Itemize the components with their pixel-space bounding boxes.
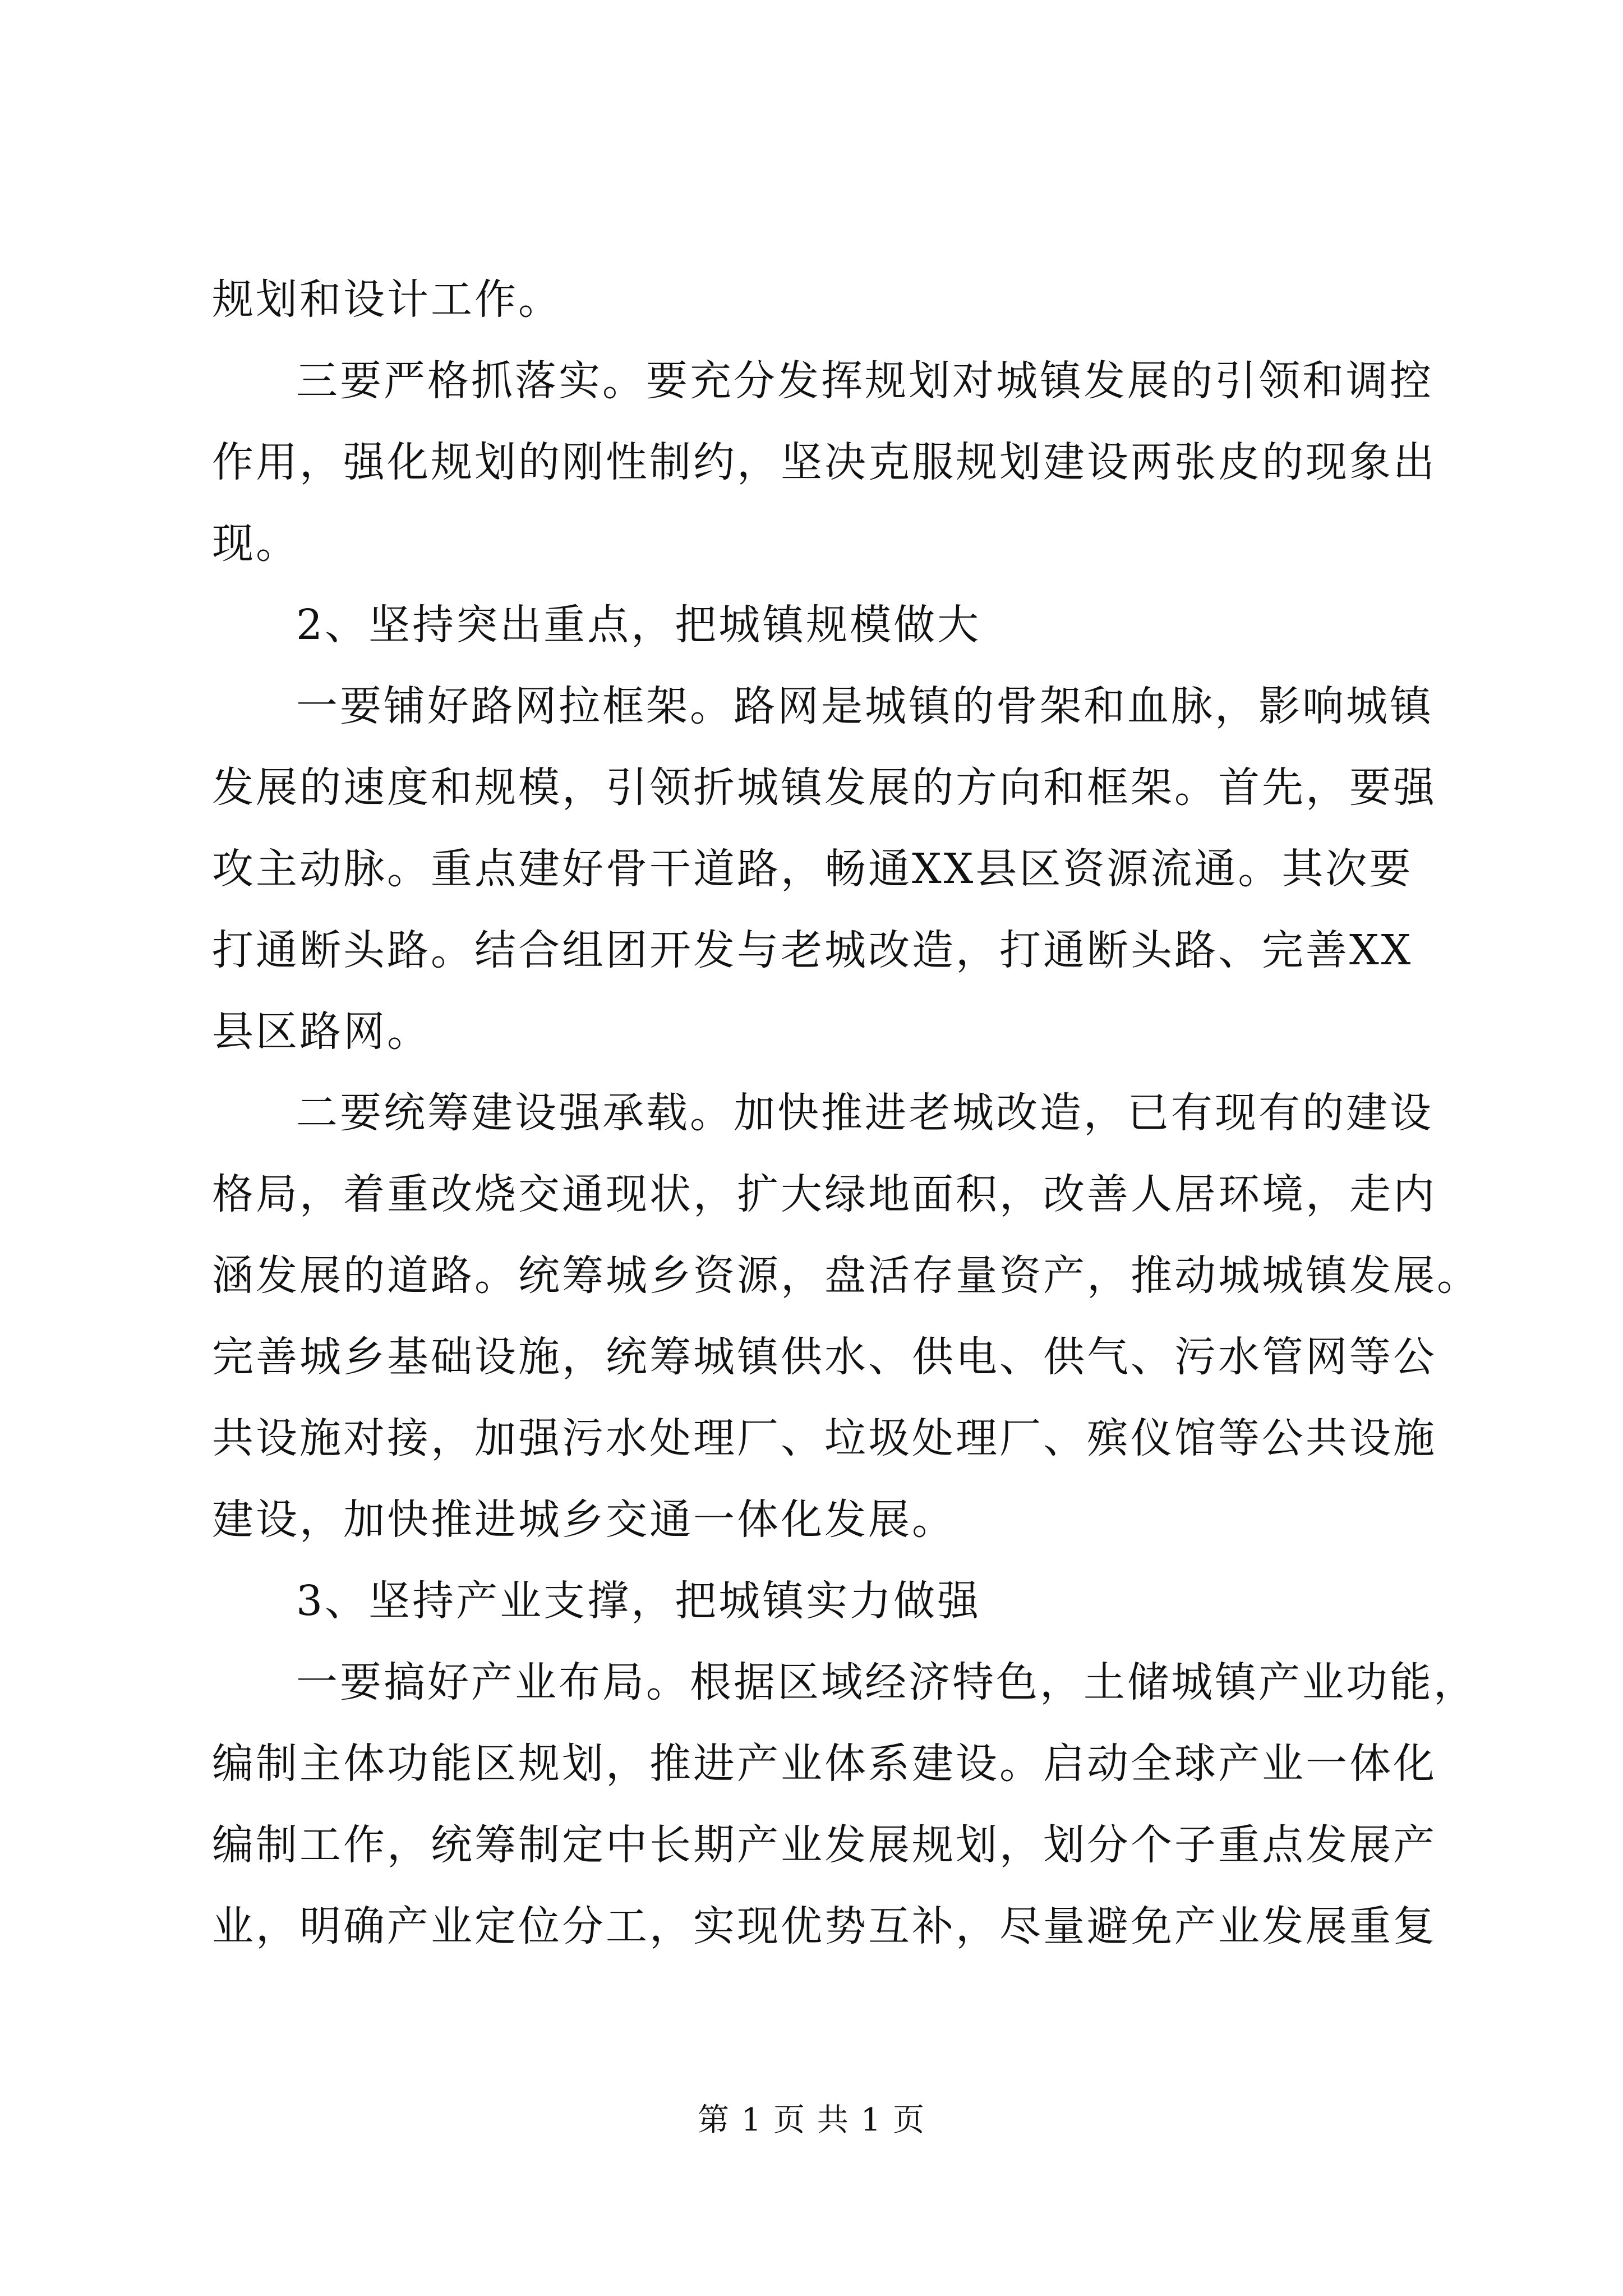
text-line: 完善城乡基础设施，统筹城镇供水、供电、供气、污水管网等公 <box>212 1333 1437 1381</box>
text-line: 2、坚持突出重点，把城镇规模做大 <box>296 601 981 649</box>
text-line: 业，明确产业定位分工，实现优势互补，尽量避免产业发展重复 <box>212 1902 1437 1950</box>
text-line: 作用，强化规划的刚性制约，坚决克服规划建设两张皮的现象出 <box>212 438 1437 486</box>
text-line: 发展的速度和规模，引领折城镇发展的方向和框架。首先，要强 <box>212 763 1437 812</box>
text-line: 县区路网。 <box>212 1007 431 1056</box>
text-line: 格局，着重改烧交通现状，扩大绿地面积，改善人居环境，走内 <box>212 1170 1437 1218</box>
text-line: 打通断头路。结合组团开发与老城改造，打通断头路、完善XX <box>212 926 1413 974</box>
text-line: 二要统筹建设强承载。加快推进老城改造，已有现有的建设 <box>296 1089 1433 1137</box>
text-line: 一要搞好产业布局。根据区域经济特色，土储城镇产业功能， <box>296 1658 1477 1706</box>
text-line: 编制工作，统筹制定中长期产业发展规划，划分个子重点发展产 <box>212 1821 1437 1869</box>
text-line: 建设，加快推进城乡交通一体化发展。 <box>212 1496 956 1544</box>
text-line: 现。 <box>212 519 299 568</box>
text-line: 3、坚持产业支撑，把城镇实力做强 <box>296 1577 981 1625</box>
text-line: 一要铺好路网拉框架。路网是城镇的骨架和血脉，影响城镇 <box>296 682 1433 730</box>
document-body <box>212 259 1481 1967</box>
text-line: 三要严格抓落实。要充分发挥规划对城镇发展的引领和调控 <box>296 357 1433 405</box>
text-line: 涵发展的道路。统筹城乡资源，盘活存量资产，推动城城镇发展。 <box>212 1251 1481 1300</box>
text-line: 编制主体功能区规划，推进产业体系建设。启动全球产业一体化 <box>212 1740 1437 1788</box>
page-footer: 第 1 页 共 1 页 <box>697 2102 926 2138</box>
text-line: 共设施对接，加强污水处理厂、垃圾处理厂、殡仪馆等公共设施 <box>212 1414 1437 1462</box>
text-line: 规划和设计工作。 <box>212 275 562 324</box>
text-line: 攻主动脉。重点建好骨干道路，畅通XX县区资源流通。其次要 <box>212 845 1413 893</box>
